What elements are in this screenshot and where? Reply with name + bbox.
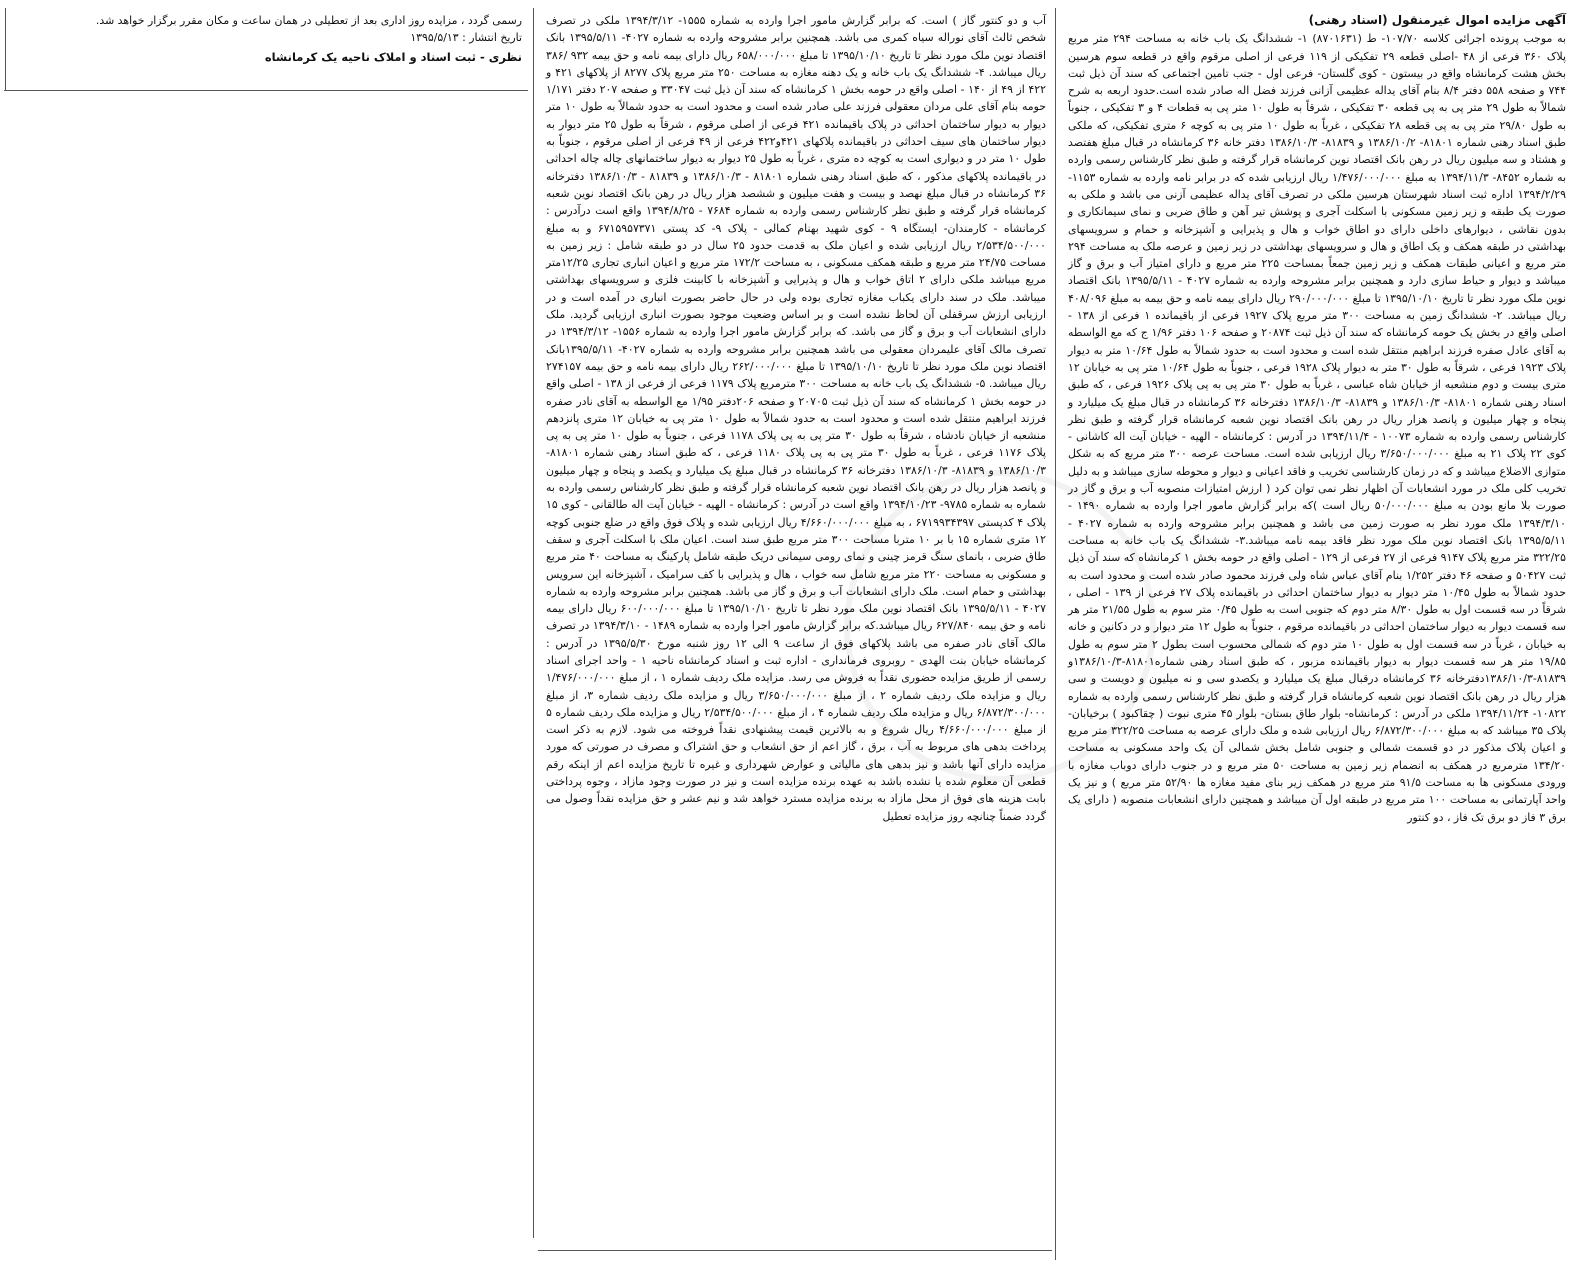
notice-title: آگهی مزایده اموال غیرمنقول (اسناد رهنی): [1308, 13, 1566, 27]
column-divider-middle: [533, 8, 534, 1238]
notice-column-1: [1064, 10, 1574, 1255]
signature-bottom-rule: [4, 90, 528, 91]
signature: نظری - ثبت اسناد و املاک ناحیه یک کرمانشاه: [264, 49, 522, 64]
notice-column-2: [540, 10, 1052, 1250]
notice-body-part-2: آب و دو کنتور گاز ) است. که برابر گزارش مامور اجرا وارده به شماره ۱۵۵۵- ۱۳۹۴/۳/۱۲ ملکی در تصرف شخص ثالث آقای نوراله سیاه کمری می باشد. همچنین برابر مشروحه وارده به شماره ۴۰۲۷- ۱۳۹۵/۵/۱۱ بانک اقتصاد نوین ملک مورد نظر تا تاریخ ۱۳۹۵/۱۰/۱۰ تا مبلغ ۶۵۸/۰۰۰/۰۰۰ ریال دارای بیمه نامه و حق بیمه ۹۳۲ /۳۸۶ ریال میباشد. ۴- ششدانگ یک باب خانه و یک دهنه مغازه به مساحت ۲۵۰ متر مربع پلاک ۸۲۷۷ از پلاکهای ۴۲۱ و ۴۲۲ از ۴۹ از ۱۴۰ - اصلی واقع در حومه بخش ۱ کرمانشاه که سند آن ذیل ثبت ۳۳۰۴۷ و صفحه ۲۰۷ دفتر ۱/۱۷۱ حومه بنام آقای علی مردان معقولی فرزند علی صادر شده است و محدود است به حدود شمالاً به طول ۱۰ متر دیوار به دیوار ساختمان احداثی در پلاک باقیمانده ۴۲۱ فرعی از اصلی مرقوم ، شرقاً به طول ۲۵ متر دیوار به دیوار ساختمان های سیف احداثی در باقیمانده پلاکهای ۴۲۱و۴۲۲ فرعی از ۴۹ فرعی از اصلی مرقوم ، جنوباً به طول ۱۰ متر در و دیواری است به کوچه ده متری ، غرباً به طول ۲۵ دیوار به دیوار ساختمانهای چاله چاله احداثی در باقیمانده پلاکهای مذکور ، که طبق اسناد رهنی شماره ۸۱۸۰۱ - ۱۳۸۶/۱۰/۳ و ۸۱۸۳۹ - ۱۳۸۶/۱۰/۳ دفترخانه ۳۶ کرمانشاه در قبال مبلغ نهصد و بیست و هفت میلیون و ششصد هزار ریال در رهن بانک اقتصاد نوین شعبه کرمانشاه قرار گرفته و طبق نظر کارشناس رسمی وارده به شماره ۷۶۸۴ - ۱۳۹۴/۸/۲۵ واقع است درآدرس : کرمانشاه - کارمندان- ایستگاه ۹ - کوی شهید بهنام کمالی - پلاک ۹- کد پستی ۶۷۱۵۹۵۷۳۷۱ و به مبلغ ۲/۵۳۴/۵۰۰/۰۰۰ ریال ارزیابی شده و اعیان ملک به قدمت حدود ۲۵ سال در دو طبقه شامل : زیر زمین به مساحت ۲۴/۷۵ متر مربع و طبقه همکف مسکونی ، به مساحت ۱۷۲/۲ متر مربع و اعیان انباری تجاری ۱۲/۲۵متر مربع میباشد ملکی دارای ۲ اتاق خواب و هال و پذیرایی و آشپزخانه با کابینت فلزی و سرویسهای بهداشتی میباشد. ملک در سند دارای یکباب مغازه تجاری بوده ولی در حال حاضر بصورت انباری در آمده است و در ارزیابی ارزش سرقفلی آن لحاظ نشده است و بر اساس وضعیت موجود بصورت انباری ارزیابی گردید. ملک دارای انشعابات آب و برق و گاز می باشد. که برابر گزارش مامور اجرا وارده به شماره ۱۵۵۶- ۱۳۹۴/۳/۱۲ در تصرف مالک آقای علیمردان معقولی می باشد همچنین برابر مشروحه وارده به شماره ۴۰۲۷- ۱۳۹۵/۵/۱۱بانک اقتصاد نوین ملک مورد نظر تا تاریخ ۱۳۹۵/۱۰/۱۰ تا مبلغ ۲۶۲/۰۰۰/۰۰۰ ریال دارای بیمه نامه و حق بیمه ۲۷۴۱۵۷ ریال میباشد. ۵- ششدانگ یک باب خانه به مساحت ۳۰۰ مترمربع پلاک ۱۱۷۹ فرعی از فرعی از ۱۳۸ - اصلی واقع در حومه بخش ۱ کرمانشاه که سند آن ذیل ثبت ۲۰۷۰۵ و صفحه ۲۰۶دفتر ۱/۹۵ مع الواسطه به آقای نادر صفره فرزند ابراهیم منتقل شده است و محدود است به حدود شمالاً به طول ۱۰ متر پی به خیابان ۱۲ متری پانزدهم منشعبه از خیابان نادشاه ، شرقاً به طول ۳۰ متر پی به پی پلاک ۱۱۷۸ فرعی ، جنوباً به طول ۱۰ متر پی به پی پلاک ۱۱۷۶ فرعی ، غرباً به طول ۳۰ متر پی به پی پلاک ۱۱۸۰ فرعی ، که طبق اسناد رهنی شماره ۸۱۸۰۱- ۱۳۸۶/۱۰/۳ و ۸۱۸۳۹- ۱۳۸۶/۱۰/۳ دفترخانه ۳۶ کرمانشاه در قبال مبلغ یک میلیارد و یکصد و پنجاه و چهار میلیون و پانصد هزار ریال در رهن بانک اقتصاد نوین شعبه کرمانشاه قرار گرفته و طبق نظر کارشناس رسمی وارده به شماره به شماره ۹۷۸۵- ۱۳۹۴/۱۰/۲۳ واقع است در آدرس : کرمانشاه - الهیه - خیابان آیت اله طالقانی - کوی ۱۵ پلاک ۴ کدپستی ۶۷۱۹۹۳۴۳۹۷ ، به مبلغ ۴/۶۶۰/۰۰۰/۰۰۰ ریال ارزیابی شده و پلاک فوق واقع در ضلع جنوبی کوچه ۱۲ متری شماره ۱۵ با بر ۱۰ متربا مساحت ۳۰۰ متر مربع طبق سند است. اعیان ملک با اسکلت آجری و سقف طاق ضربی ، بانمای سنگ قرمز چینی و نمای رومی سیمانی دریک طبقه شامل پارکینگ به مساحت ۴۰ متر مربع و مسکونی به مساحت ۲۲۰ متر مربع شامل سه خواب ، هال و پذیرایی با کف سرامیک ، آشپزخانه این سرویس بهداشتی و حمام است. ملک دارای انشعابات آب و برق و گاز می باشد. همچنین برابر مشروحه وارده به شماره ۴۰۲۷ - ۱۳۹۵/۵/۱۱ بانک اقتصاد نوین ملک مورد نظر تا تاریخ ۱۳۹۵/۱۰/۱۰ تا مبلغ ۶۰۰/۰۰۰/۰۰۰ ریال دارای بیمه نامه و حق بیمه ۶۲۷/۸۴۰ ریال میباشد.که برابر گزارش مامور اجرا وارده به شماره ۱۴۸۹ - ۱۳۹۴/۳/۱۰ در تصرف مالک آقای نادر صفره می باشد پلاکهای فوق از ساعت ۹ الی ۱۲ روز شنبه مورخ ۱۳۹۵/۵/۳۰ در آدرس : کرمانشاه خیابان بنت الهدی - روبروی فرمانداری - اداره ثبت و اسناد کرمانشاه ناحیه ۱ - واحد اجرای اسناد رسمی از طریق مزایده حضوری نقداً به فروش می رسد. مزایده ملک ردیف شماره ۱ ، از مبلغ ۱/۴۷۶/۰۰۰/۰۰۰ ریال و مزایده ملک ردیف شماره ۲ ، از مبلغ ۳/۶۵۰/۰۰۰/۰۰۰ ریال و مزایده ملک ردیف شماره ۳، از مبلغ ۶/۸۷۲/۳۰۰/۰۰۰ ریال و مزایده ملک ردیف شماره ۴ ، از مبلغ ۲/۵۳۴/۵۰۰/۰۰۰ ریال و مزایده ملک ردیف شماره ۵ از مبلغ ۴/۶۶۰/۰۰۰/۰۰۰ ریال شروع و به بالاترین قیمت پیشنهادی نقداً فروخته می شود. لازم به ذکر است پرداخت بدهی های مربوط به آب ، برق ، گاز اعم از حق انشعاب و حق اشتراک و مصرف در صورتی که مورد مزایده دارای آنها باشد و نیز بدهی های مالیاتی و عوارض شهرداری و غیره تا تاریخ مزایده اعم از اینکه رقم قطعی آن معلوم شده یا نشده باشد به عهده برنده مزایده است و نیز در صورت وجود مازاد ، وجوه پرداختی بابت هزینه های فوق از محل مازاد به برنده مزایده مسترد خواهد شد و نیم عشر و حق مزایده نقداً وصول می گردد ضمناً چنانچه روز مزایده تعطیل: [546, 14, 1047, 823]
notice-column-3: [10, 10, 528, 90]
notice-body-part-1: به موجب پرونده اجرائی کلاسه ۱۰۷/۷۰- ط (۸۷۰۱۶۳۱) ۱- ششدانگ یک باب خانه به مساحت ۲۹۴ متر مربع پلاک ۳۶۰ فرعی از ۴۸ -اصلی قطعه ۲۹ تفکیکی از ۱۱۹ فرعی از اصلی مرقوم واقع در قطعه سوم هرسین بخش هشت کرمانشاه واقع در بیستون - کوی گلستان- فرعی اول - جنب تامین اجتماعی که سند آن ذیل ثبت ۷۴۴ و صفحه ۵۵۸ دفتر ۸/۴ بنام آقای یداله عظیمی آزانی فرزند فضل اله صادر شده است.حدود اربعه به شرح شمالاً به طول ۲۹ متر پی به پی قطعه ۳۰ تفکیکی ، شرقاً به طول ۱۰ متر پی به قطعات ۴ و ۳ تفکیکی ، جنوباً به طول ۲۹/۸۰ متر پی به پی قطعه ۲۸ تفکیکی ، غرباً به طول ۱۰ متر پی به کوچه ۶ متری تفکیکی، که ملکی طبق اسناد رهنی شماره ۸۱۸۰۱- ۱۳۸۶/۱۰/۲ و ۸۱۸۳۹- ۱۳۸۶/۱۰/۳ دفتر خانه ۳۶ کرمانشاه در قبال مبلغ هفتصد و هشتاد و سه میلیون ریال در رهن بانک اقتصاد نوین کرمانشاه قرار گرفته و طبق نظر کارشناس رسمی وارده به شماره ۸۴۵۲- ۱۳۹۴/۱۱/۳ به مبلغ ۱/۴۷۶/۰۰۰/۰۰۰ ریال ارزیابی شده که در برابر نامه وارده به شماره ۱۱۵۳- ۱۳۹۴/۲/۲۹ اداره ثبت اسناد شهرستان هرسین ملکی در تصرف آقای یداله عظیمی آزنی می باشد و ملکی به صورت یک طبقه و زیر زمین مسکونی با اسکلت آجری و پوشش تیر آهن و طاق ضربی و نمای سیمانکاری و بدون نقاشی ، دیوارهای داخلی دارای دو اطاق خواب و هال و پذیرایی و آشپزخانه و حمام و سرویسهای بهداشتی در طبقه همکف و یک اطاق و هال و سرویسهای بهداشتی در زیر زمین و عرصه ملک به مساحت ۲۹۴ متر مربع و اعیانی طبقات همکف و زیر زمین جمعاً بمساحت ۲۲۵ متر مربع و دارای امتیاز آب و برق و گاز میباشد و دیوار و حیاط سازی دارد و همچنین برابر مشروحه وارده به شماره ۴۰۲۷ - ۱۳۹۵/۵/۱۱ بانک اقتصاد نوین ملک مورد نظر تا تاریخ ۱۳۹۵/۱۰/۱۰ تا مبلغ ۲۹۰/۰۰۰/۰۰۰ ریال دارای بیمه نامه و حق بیمه به مبلغ ۴۰۸/۰۹۶ ریال میباشد. ۲- ششدانگ زمین به مساحت ۳۰۰ متر مربع پلاک ۱۹۲۷ فرعی از باقیمانده ۱ فرعی از ۱۳۸ - اصلی واقع در بخش یک حومه کرمانشاه که سند آن ذیل ثبت ۲۰۸۷۴ و صفحه ۱۰۶ دفتر ۱/۹۶ ج که مع الواسطه به آقای عادل صفره فرزند ابراهیم منتقل شده است و محدود است به حدود شمالاً به طول ۱۰/۶۴ متر به دیوار پلاک ۱۹۲۳ فرعی ، شرقاً به طول ۳۰ متر به دیوار پلاک ۱۹۲۸ فرعی ، جنوباً به طول ۱۰/۶۴ متر پی به خیابان ۱۲ متری بیست و دوم منشعبه از خیابان شاه عباسی ، غرباً به طول ۳۰ متر پی به پی پلاک ۱۹۲۶ فرعی ، که طبق اسناد رهنی شماره ۸۱۸۰۱- ۱۳۸۶/۱۰/۳ و ۸۱۸۳۹- ۱۳۸۶/۱۰/۳ دفترخانه ۳۶ کرمانشاه در قبال مبلغ یک میلیارد و پنجاه و چهار میلیون و پانصد هزار ریال در رهن بانک اقتصاد نوین شعبه کرمانشاه قرار گرفته و طبق نظر کارشناس رسمی وارده به شماره ۱۰۰۷۳ - ۱۳۹۴/۱۱/۴ در آدرس : کرمانشاه - الهیه - خیابان آیت اله کاشانی - کوی ۲۲ پلاک ۲۱ به مبلغ ۳/۶۵۰/۰۰۰/۰۰۰ ریال ارزیابی شده است. مساحت عرصه ۳۰۰ متر مربع که به شکل متوازی الاضلاع میباشد و که در زمان کارشناسی تخریب و فاقد اعیانی و دیوار و محوطه سازی میباشد و به دلیل تخریب کلی ملک در مورد انشعابات آن اظهار نظر نمی توان کرد ( ارزش امتیازات منصوبه آب و برق و گاز در صورت بلا مانع بودن به مبلغ ۵۰/۰۰۰/۰۰۰ ریال است )که برابر گزارش مامور اجرا وارده به شماره ۱۴۹۰ - ۱۳۹۴/۳/۱۰ ملک مورد نظر به صورت زمین می باشد و همچنین برابر مشروحه وارده به شماره ۴۰۲۷ - ۱۳۹۵/۵/۱۱ بانک اقتصاد نوین ملک مورد نظر فاقد بیمه نامه میباشد.۳- ششدانگ یک باب خانه به مساحت ۳۲۲/۲۵ متر مربع پلاک ۹۱۴۷ فرعی از ۲۷ فرعی از ۱۲۹ - اصلی واقع در حومه بخش ۱ کرمانشاه که سند آن ذیل ثبت ۵۰۴۲۷ و صفحه ۴۶ دفتر ۱/۲۵۲ بنام آقای عباس شاه ولی فرزند محمود صادر شده است و محدود است به حدود شمالاً به طول ۱۰/۴۵ متر دیوار به دیوار ساختمان احداثی در باقیمانده پلاک ۲۷ فرعی از ۱۳۹ - اصلی ، شرقاً در سه قسمت اول به طول ۸/۳۰ متر دوم که جنوبی است به طول ۰/۴۵ متر سوم به طول ۲۱/۵۵ متر هر سه قسمت دیوار به دیوار ساختمان احداثی در باقیمانده مرقوم ، جنوباً به طول ۱۲ متر دیوار و در دکانین و خانه به خیابان ، غرباً در سه قسمت اول به طول ۱۰ متر دوم که شمالی محسوب است بطول ۲ متر سوم به طول ۱۹/۸۵ متر هر سه قسمت دیوار به دیوار باقیمانده مزبور ، که طبق اسناد رهنی شماره۸۱۸۰۱-۱۳۸۶/۱۰/۳و ۸۱۸۳۹-۱۳۸۶/۱۰/۳دفترخانه ۳۶ کرمانشاه درقبال مبلغ یک میلیارد و یکصدو سی و نه میلیون و دویست و سی هزار ریال در رهن بانک اقتصاد نوین شعبه کرمانشاه قرار گرفته و طبق نظر کارشناس رسمی وارده به شماره ۱۰۸۲۲- ۱۳۹۴/۱۱/۲۴ ملکی در آدرس : کرمانشاه- بلوار طاق بستان- بلوار ۴۵ متری نبوت ( چقاکبود ) برخیابان-پلاک ۳۵ میباشد که به مبلغ ۶/۸۷۲/۳۰۰/۰۰۰ ریال ارزیابی شده و ملک دارای عرصه به مساحت ۳۲۲/۲۵ متر مربع و اعیان پلاک مذکور در دو قسمت شمالی و جنوبی شامل بخش شمالی آن یک واحد مسکونی به مساحت ۱۳۴/۲۰ مترمربع در همکف به انضمام زیر زمین به مساحت ۵۰ متر مربع و در جنوب دارای دوباب مغازه با ورودی مسکونی ها به مساحت ۹۱/۵ متر مربع در همکف زیر بنای مفید مغازه ها ۵۲/۹۰ متر مربع ) و نیز یک واحد آپارتمانی به مساحت ۱۰۰ متر مربع در طبقه اول آن میباشد و همچنین دارای انشعابات منصوبه ( دارای یک برق ۳ فاز دو برق تک فاز ، دو کنتور: [1067, 32, 1567, 824]
column-divider-right: [1055, 8, 1056, 1260]
notice-body-part-3: رسمی گردد ، مزایده روز اداری بعد از تعطیلی در همان ساعت و مکان مقرر برگزار خواهد شد.: [95, 14, 522, 27]
publish-date: تاریخ انتشار : ۱۳۹۵/۵/۱۳: [410, 31, 522, 45]
column-bottom-rule: [538, 1250, 1052, 1251]
column-divider-left: [5, 8, 6, 90]
